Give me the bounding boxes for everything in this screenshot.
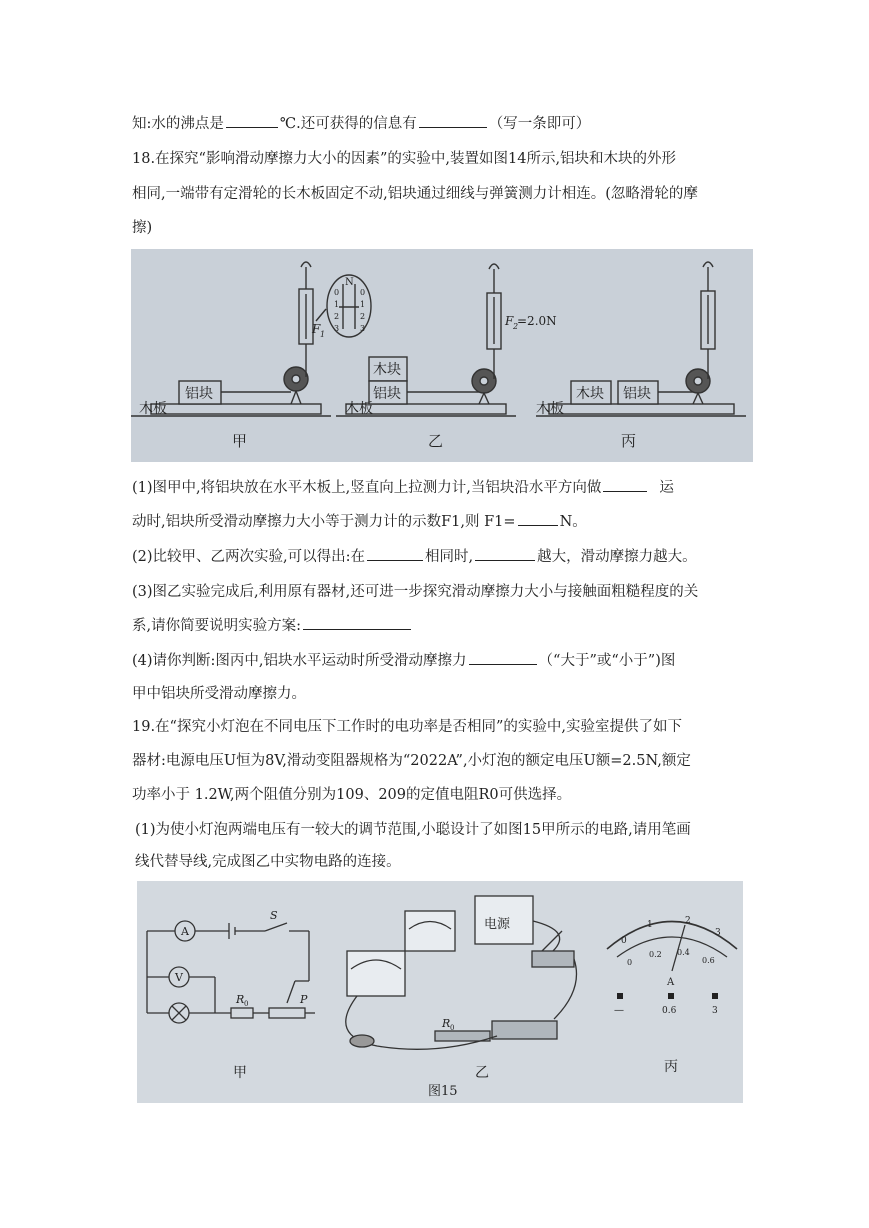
- scale-tick: 1: [360, 300, 366, 309]
- wood-label-yi: 木块: [373, 362, 401, 378]
- dial-scale-small-tick: 0: [627, 958, 633, 967]
- answer-blank[interactable]: [367, 546, 423, 561]
- dial-scale-small-tick: 0.4: [677, 948, 690, 957]
- text-segment: 运: [659, 480, 674, 496]
- board-label-yi: 木板: [345, 401, 373, 417]
- dial-scale-tick: 3: [715, 928, 721, 938]
- answer-blank[interactable]: [303, 615, 411, 630]
- text-segment: 越大，滑动摩擦力越大。: [537, 549, 697, 565]
- dial-unit-symbol: A: [667, 977, 675, 988]
- figure-14: [131, 249, 753, 462]
- text-segment: ℃.还可获得的信息有: [279, 116, 417, 132]
- text-segment: (4)请你判断:图丙中,铝块水平运动时所受滑动摩擦力: [132, 653, 467, 669]
- answer-blank[interactable]: [475, 546, 535, 561]
- sub-question-3-line-2: [132, 615, 413, 636]
- terminal-label: 3: [712, 1006, 718, 1016]
- r0-physical-label: R: [442, 1017, 451, 1030]
- text-segment: (1)图甲中,将铝块放在水平木板上,竖直向上拉测力计,当铝块沿水平方向做: [132, 480, 602, 496]
- question-19-line-2: 器材:电源电压U恒为8V,滑动变阻器规格为“2022A”,小灯泡的额定电压U额=2.5N,额定: [132, 753, 691, 769]
- answer-blank[interactable]: [226, 113, 278, 128]
- force-f1-label: F: [312, 322, 321, 336]
- power-supply-label: 电源: [484, 917, 511, 932]
- panel-label-bing: 丙: [664, 1059, 678, 1075]
- question-18-line-1: 18.在探究“影响滑动摩擦力大小的因素”的实验中,装置如图14所示,铝块和木块的外形: [132, 151, 677, 167]
- sub-question-3-line-1: (3)图乙实验完成后,利用原有器材,还可进一步探究滑动摩擦力大小与接触面粗糙程度的关: [132, 584, 699, 600]
- text-segment: 动时,铝块所受滑动摩擦力大小等于测力计的示数F1,则 F1=: [132, 514, 516, 530]
- sub-question-4-line-2: 甲中铝块所受滑动摩擦力。: [132, 686, 306, 702]
- aluminum-label-bing: 铝块: [623, 386, 651, 402]
- question-19-line-3: 功率小于 1.2W,两个阻值分别为109、209的定值电阻R0可供选择。: [132, 787, 572, 803]
- dial-scale-tick: 0: [621, 936, 627, 946]
- text-segment: (2)比较甲、乙两次实验,可以得出:在: [132, 549, 366, 565]
- sub-question-4-line-1: [132, 650, 675, 671]
- dial-scale-small-tick: 0.6: [702, 956, 715, 965]
- question-19-line-1: 19.在“探究小灯泡在不同电压下工作时的电功率是否相同”的实验中,实验室提供了如下: [132, 719, 682, 735]
- aluminum-label-jia: 铝块: [185, 386, 213, 402]
- force-f1-subscript: 1: [320, 330, 326, 339]
- figure-15: [137, 881, 743, 1103]
- scale-tick: 3: [334, 324, 340, 333]
- question-19-part1-line-2: 线代替导线,完成图乙中实物电路的连接。: [135, 854, 401, 870]
- terminal-square-icon: [668, 993, 674, 999]
- text-segment: （写一条即可）: [488, 116, 591, 132]
- question-18-line-3: 擦): [132, 220, 153, 236]
- force-f2-label: F: [505, 314, 514, 328]
- ammeter-symbol: A: [181, 925, 189, 938]
- scale-tick: 0: [360, 288, 366, 297]
- answer-blank[interactable]: [419, 113, 487, 128]
- terminal-label: 0.6: [662, 1006, 677, 1016]
- voltmeter-symbol: V: [175, 971, 183, 984]
- panel-label-bing: 丙: [621, 432, 637, 450]
- panel-label-yi: 乙: [428, 432, 444, 450]
- terminal-square-icon: [712, 993, 718, 999]
- resistor-subscript: 0: [244, 1000, 249, 1008]
- slider-label: P: [300, 993, 308, 1006]
- scale-tick: 1: [334, 300, 340, 309]
- text-segment: （“大于”或“小于”)图: [538, 653, 676, 669]
- scale-tick: 3: [360, 324, 366, 333]
- question-19-part1-line-1: (1)为使小灯泡两端电压有一较大的调节范围,小聪设计了如图15甲所示的电路,请用笔画: [135, 822, 691, 838]
- question-18-line-2: 相同,一端带有定滑轮的长木板固定不动,铝块通过细线与弹簧测力计相连。(忽略滑轮的摩: [132, 186, 698, 202]
- panel-label-yi: 乙: [475, 1065, 489, 1081]
- terminal-square-icon: [617, 993, 623, 999]
- board-label-jia: 木板: [139, 401, 167, 417]
- scale-tick: 0: [334, 288, 340, 297]
- panel-label-jia: 甲: [232, 432, 248, 450]
- dial-scale-small-tick: 0.2: [649, 950, 662, 959]
- sub-question-1-line-2: [132, 511, 587, 532]
- terminal-label: —: [614, 1005, 624, 1016]
- r0-physical-subscript: 0: [450, 1024, 455, 1032]
- answer-blank[interactable]: [469, 650, 537, 665]
- wood-label-bing: 木块: [576, 386, 604, 402]
- panel-label-jia: 甲: [233, 1065, 247, 1081]
- force-f2-value: =2.0N: [517, 314, 557, 328]
- resistor-label: R: [236, 993, 245, 1006]
- text-segment: 系,请你简要说明实验方案:: [132, 618, 301, 634]
- scale-tick: 2: [334, 312, 340, 321]
- scale-unit-n: N: [345, 277, 354, 288]
- text-segment: 知:水的沸点是: [132, 116, 224, 132]
- dial-scale-tick: 2: [685, 916, 691, 926]
- text-segment: N。: [559, 514, 587, 530]
- switch-label: S: [270, 909, 278, 922]
- sub-question-1-line-1: [132, 477, 674, 498]
- dial-scale-tick: 1: [647, 920, 653, 930]
- aluminum-label-yi: 铝块: [373, 386, 401, 402]
- board-label-bing: 木板: [536, 401, 564, 417]
- scale-tick: 2: [360, 312, 366, 321]
- fill-blank-line-boiling: [132, 113, 590, 134]
- sub-question-2: [132, 546, 697, 567]
- answer-blank[interactable]: [518, 511, 558, 526]
- answer-blank[interactable]: [603, 477, 647, 492]
- figure-caption: 图15: [428, 1084, 458, 1099]
- text-segment: 相同时,: [425, 549, 474, 565]
- force-f2-subscript: 2: [513, 322, 519, 331]
